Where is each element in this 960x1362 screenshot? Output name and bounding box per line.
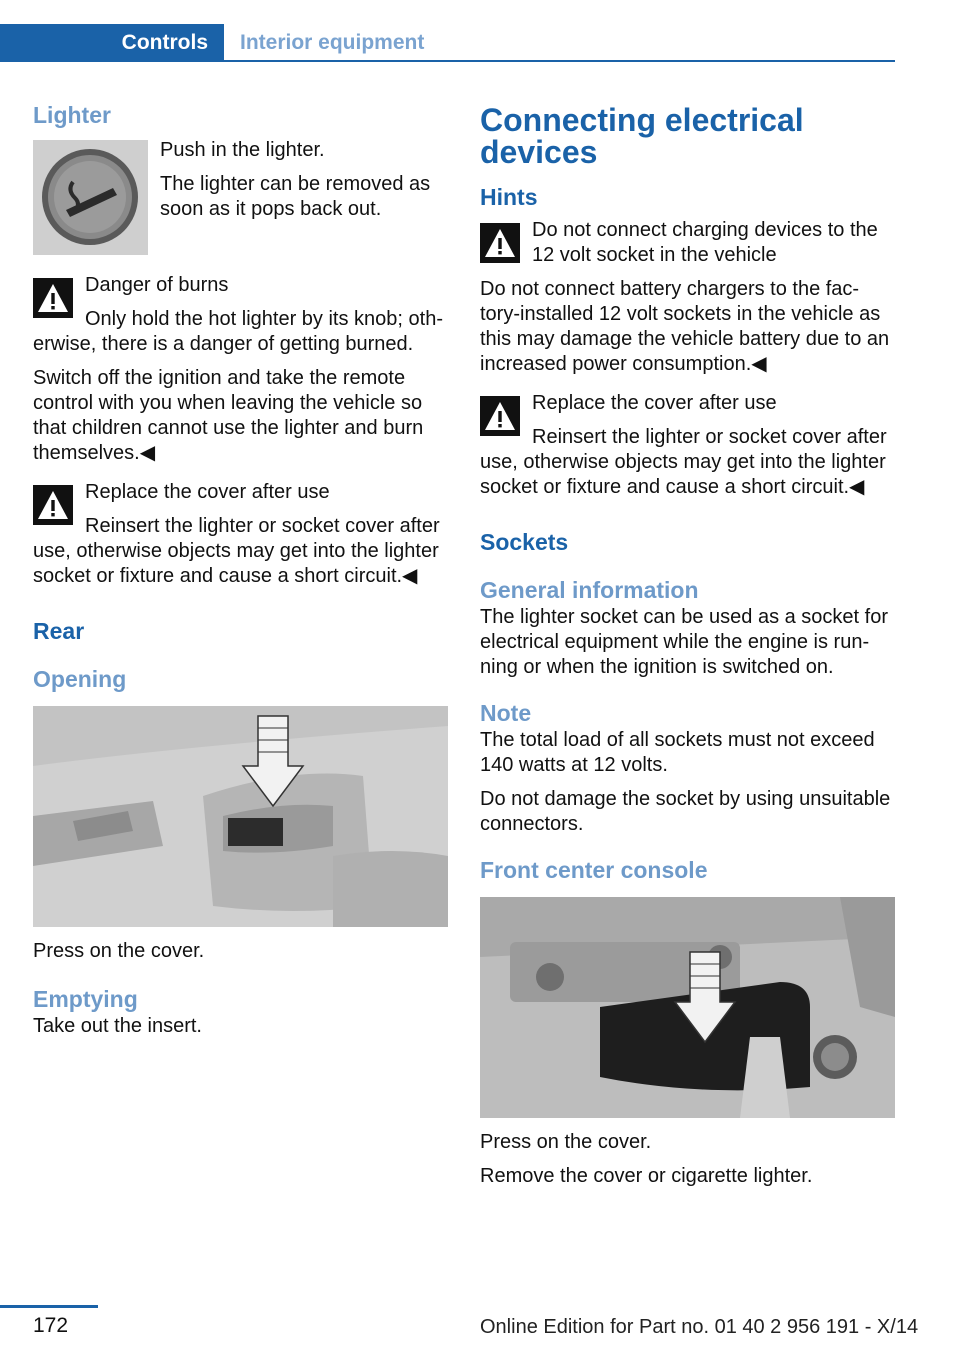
footer-rule	[0, 1305, 98, 1308]
warning-charging-title: Do not connect charging devices to the 12 volt socket in the vehicle	[532, 219, 878, 266]
warning-cover	[33, 480, 449, 598]
note-text-1: The total load of all sockets must not exceed 140 watts at 12 volts.	[480, 729, 875, 776]
warning-cover-right	[480, 391, 892, 509]
warning-burns-text-2: Switch off the ignition and take the remote control with you when leaving the vehicle so that children cannot use the lighter and burn themselves.◀	[33, 367, 424, 464]
warning-burns	[33, 273, 449, 366]
console-caption-1: Press on the cover.	[480, 1131, 652, 1153]
section-title: Connecting electrical devices	[480, 102, 804, 170]
lighter-icon	[33, 140, 148, 255]
hints-heading: Hints	[480, 184, 538, 210]
lighter-heading: Lighter	[33, 102, 111, 128]
console-caption-2: Remove the cover or cigarette lighter.	[480, 1165, 813, 1187]
front-console-photo	[480, 897, 895, 1118]
warning-triangle-icon	[480, 223, 520, 263]
left-column	[33, 100, 449, 1048]
rear-heading: Rear	[33, 618, 85, 644]
tab-interior-equipment[interactable]: Interior equipment	[240, 31, 425, 54]
warning-cover-title: Replace the cover after use	[85, 481, 330, 503]
lighter-text-1: Push in the lighter.	[160, 139, 325, 161]
opening-caption: Press on the cover.	[33, 940, 205, 962]
lighter-text-2: The lighter can be removed as soon as it pops back out.	[160, 173, 431, 220]
warning-burns-title: Danger of burns	[85, 274, 229, 296]
header-rule	[0, 60, 895, 62]
right-column	[480, 100, 892, 1198]
page-header	[0, 24, 895, 62]
warning-triangle-icon	[33, 278, 73, 318]
general-info-text: The lighter socket can be used as a socket for electrical equipment while the engine is run-ning or when the ignition is switched on.	[480, 606, 888, 678]
opening-heading: Opening	[33, 666, 127, 692]
console-heading: Front center console	[480, 857, 708, 883]
note-text-2: Do not damage the socket by using unsuitable connectors.	[480, 788, 891, 835]
page-number: 172	[33, 1314, 69, 1337]
warning-triangle-icon	[33, 485, 73, 525]
edition-text: Online Edition for Part no. 01 40 2 956 191 - X/14	[480, 1316, 919, 1338]
rear-ashtray-photo	[33, 706, 448, 927]
warning-cover-right-text: Reinsert the lighter or socket cover after use, otherwise objects may get into the lighter socket or fixture and cause a short circuit.◀	[480, 426, 887, 498]
emptying-heading: Emptying	[33, 986, 138, 1012]
warning-charging	[480, 218, 892, 277]
warning-burns-text: Only hold the hot lighter by its knob; oth-erwise, there is a danger of getting burned.	[33, 308, 443, 355]
tab-controls[interactable]: Controls	[0, 24, 224, 62]
note-heading: Note	[480, 700, 532, 726]
warning-triangle-icon	[480, 396, 520, 436]
sockets-heading: Sockets	[480, 529, 569, 555]
general-info-heading: General information	[480, 577, 699, 603]
warning-cover-text: Reinsert the lighter or socket cover after use, otherwise objects may get into the lighter socket or fixture and cause a short circuit.◀	[33, 515, 440, 587]
warning-cover-right-title: Replace the cover after use	[532, 392, 777, 414]
warning-charging-text: Do not connect battery chargers to the fac-tory-installed 12 volt sockets in the vehicle as this may damage the vehicle battery due to an increased power consumption.◀	[480, 278, 890, 375]
emptying-text: Take out the insert.	[33, 1015, 202, 1037]
